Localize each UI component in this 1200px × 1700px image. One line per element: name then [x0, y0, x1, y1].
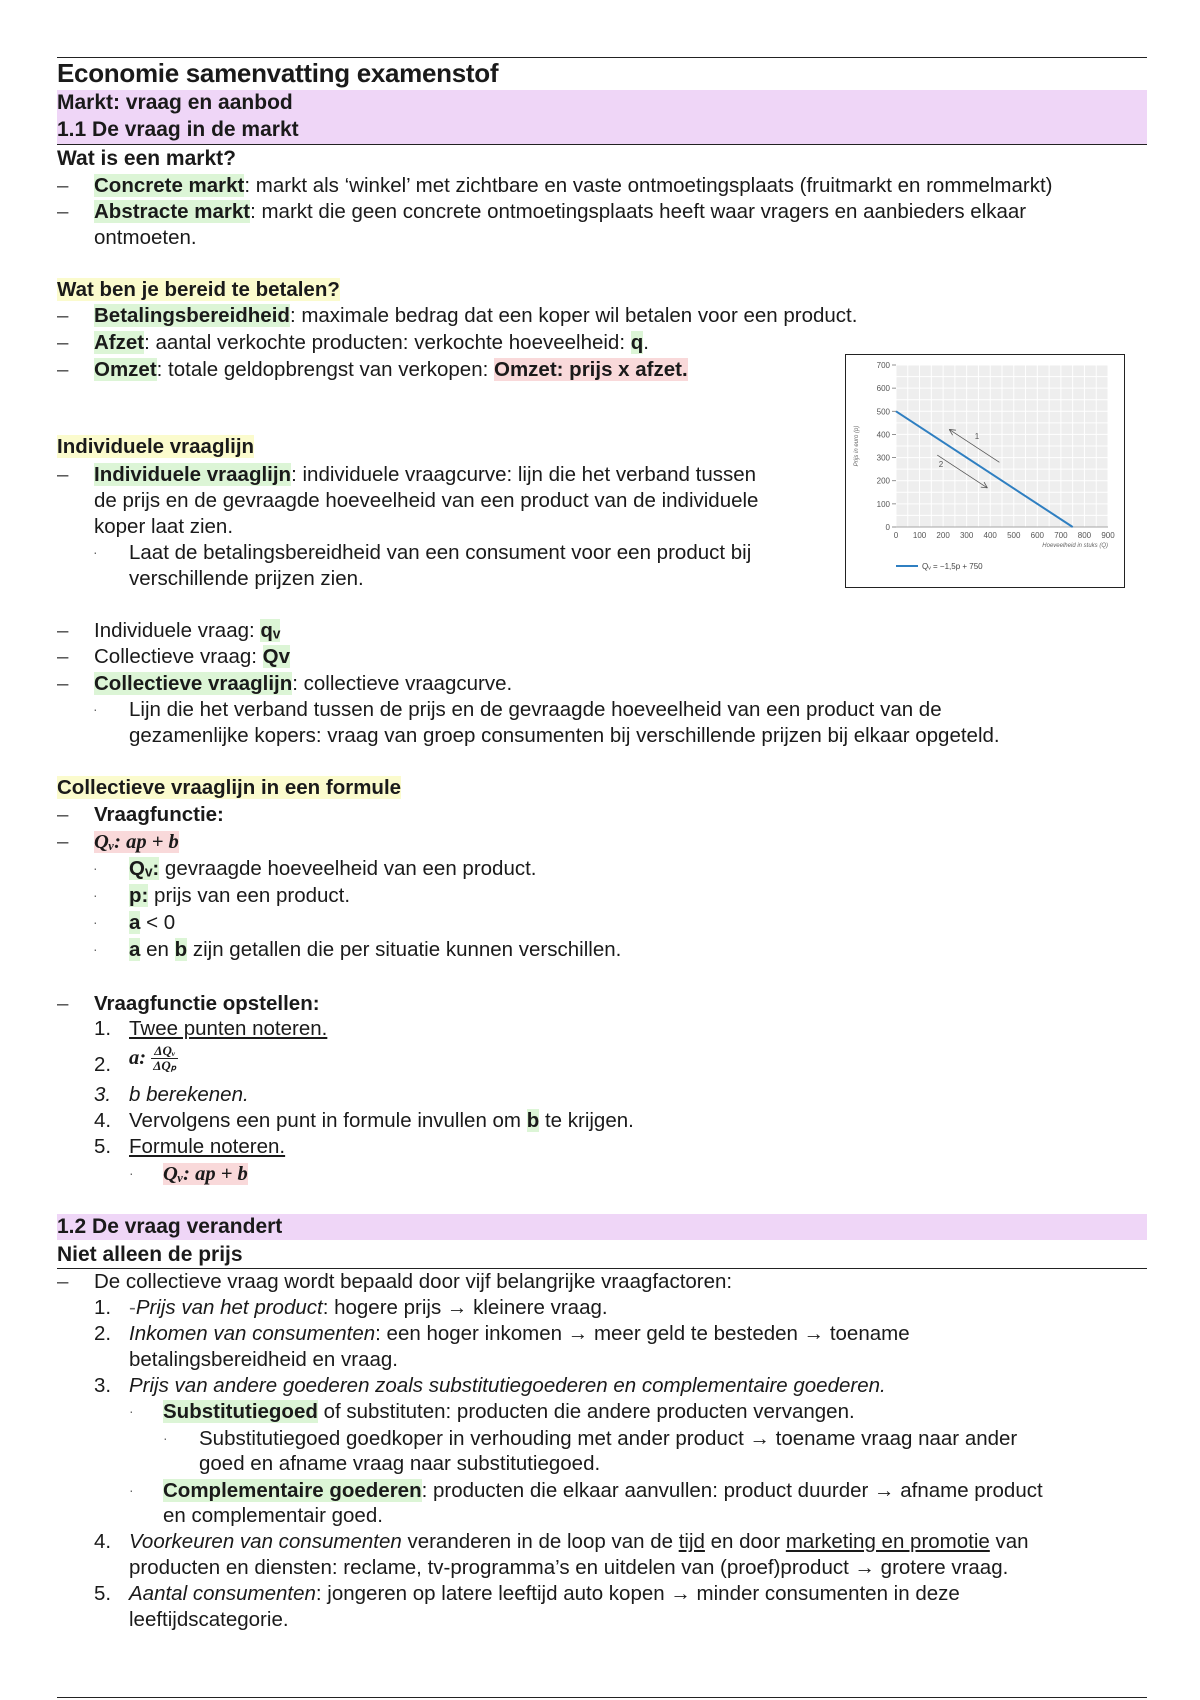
annotation-label-2: 2 [938, 459, 944, 469]
term: Complementaire goederen [163, 1479, 422, 1502]
term: b [174, 938, 188, 961]
text: : maximale bedrag dat een koper wil betalen voor een product. [289, 304, 858, 327]
x-tick-label: 300 [959, 531, 974, 540]
bottom-rule [57, 1697, 1147, 1698]
term: Abstracte markt [94, 200, 251, 223]
section-band-1-2 [57, 1214, 1147, 1240]
text: < 0 [140, 911, 176, 934]
text: gezamenlijke kopers: vraag van groep consumenten bij verschillende prijzen bij elkaar opgeteld. [129, 724, 1000, 747]
y-tick-label: 100 [876, 499, 890, 509]
x-tick-label: 900 [1101, 531, 1115, 540]
y-tick-label: 300 [876, 453, 890, 463]
term: Qᵥ: [129, 857, 160, 880]
heading-text: Individuele vraaglijn [57, 435, 255, 458]
text: gevraagde hoeveelheid van een product. [159, 857, 537, 880]
text: Vraagfunctie: [94, 803, 224, 826]
text: b berekenen. [129, 1083, 249, 1106]
x-tick-label: 0 [893, 531, 899, 540]
text: : markt als ‘winkel’ met zichtbare en vaste ontmoetingsplaats (fruitmarkt en rommelmarkt) [244, 174, 1053, 197]
step-number: 3. [94, 1083, 112, 1106]
text: Collectieve vraag: [94, 645, 263, 668]
text: : jongeren op latere leeftijd auto kopen → minder consumenten in deze [315, 1582, 960, 1605]
symbol: q [630, 331, 644, 354]
text: zijn getallen die per situatie kunnen verschillen. [187, 938, 622, 961]
text: Lijn die het verband tussen de prijs en de gevraagde hoeveelheid van een product van de [129, 698, 942, 721]
step-number: 5. [94, 1582, 112, 1605]
text: : een hoger inkomen → meer geld te besteden → toename [375, 1322, 910, 1345]
text: : aantal verkochte producten: verkochte hoeveelheid: [144, 331, 631, 354]
step-number: 2. [94, 1322, 112, 1345]
y-tick-label: 400 [876, 430, 890, 440]
text: : collectieve vraagcurve. [292, 672, 513, 695]
factor-name: Prijs van het product [135, 1296, 323, 1319]
heading-text: Wat ben je bereid te betalen? [57, 278, 340, 301]
factor-name: Voorkeuren van consumenten [129, 1530, 402, 1553]
x-tick-label: 600 [1030, 531, 1045, 540]
step-number: 1. [94, 1296, 112, 1319]
subheading-individuele-vraaglijn [57, 434, 1147, 459]
y-axis-label: Prijs in euro (p) [854, 425, 860, 467]
fraction-denominator: ΔQₚ [153, 1058, 177, 1073]
term: p: [129, 884, 149, 907]
term: a [129, 938, 141, 961]
text: tijd [678, 1530, 705, 1553]
page-title: Economie samenvatting examenstof [57, 58, 499, 88]
text: : totale geldopbrengst van verkopen: [156, 358, 494, 381]
section-heading: 1.1 De vraag in de markt [57, 118, 299, 141]
x-tick-label: 500 [1007, 531, 1021, 540]
step-number: 5. [94, 1135, 112, 1158]
x-tick-label: 800 [1077, 531, 1092, 540]
step-number: 3. [94, 1374, 112, 1397]
subheading-formule [57, 775, 1147, 800]
term: Afzet [94, 331, 145, 354]
annotation-label-1: 1 [974, 432, 980, 442]
demand-chart [845, 354, 1125, 588]
text: prijs van een product. [148, 884, 351, 907]
chapter-band [57, 90, 1147, 116]
text: . [643, 331, 649, 354]
step-number: 4. [94, 1109, 112, 1132]
text: marketing en promotie [785, 1530, 990, 1553]
chapter-heading: Markt: vraag en aanbod [57, 91, 293, 114]
text: veranderen in de loop van de [401, 1530, 679, 1553]
term: Individuele vraaglijn [94, 463, 292, 486]
text: Individuele vraag: [94, 619, 261, 642]
term: Betalingsbereidheid [94, 304, 290, 327]
factor-name: Prijs van andere goederen zoals substitutiegoederen en complementaire goederen. [129, 1374, 886, 1397]
fraction [151, 1044, 178, 1073]
step-number: 1. [94, 1017, 112, 1040]
text: Substitutiegoed goedkoper in verhouding met ander product → toename vraag naar ander [199, 1427, 1018, 1450]
y-tick-label: 200 [876, 476, 890, 486]
term: a [129, 911, 141, 934]
text: goed en afname vraag naar substitutiegoed. [199, 1452, 601, 1475]
demand-chart-svg [846, 355, 1124, 587]
term: Concrete markt [94, 174, 245, 197]
y-tick-label: 0 [885, 523, 890, 532]
subheading-niet-alleen: Niet alleen de prijs [57, 1241, 1147, 1269]
term: Substitutiegoed [163, 1400, 318, 1423]
subheading-markt: Wat is een markt? [57, 147, 236, 170]
term: b [526, 1109, 540, 1132]
section-band-1-1 [57, 116, 1147, 145]
text: leeftijdscategorie. [129, 1608, 289, 1631]
term: Collectieve vraaglijn [94, 672, 293, 695]
y-tick-label: 600 [876, 384, 890, 394]
text: producten en diensten: reclame, tv-programma’s en uitdelen van (proef)product → grotere vraag. [129, 1556, 1009, 1579]
text: verschillende prijzen zien. [129, 567, 364, 590]
text: : producten die elkaar aanvullen: product duurder → afname product [421, 1479, 1043, 1502]
text: betalingsbereidheid en vraag. [129, 1348, 398, 1371]
text: : individuele vraagcurve: lijn die het verband tussen [291, 463, 757, 486]
step-item [57, 1044, 1147, 1080]
text: koper laat zien. [94, 515, 234, 538]
text: : markt die geen concrete ontmoetingsplaats heeft waar vragers en aanbieders elkaar [250, 200, 1027, 223]
x-tick-label: 400 [983, 531, 997, 540]
x-tick-label: 100 [912, 531, 927, 540]
symbol: Qv [262, 645, 290, 668]
y-tick-label: 500 [876, 407, 890, 417]
text: en door [704, 1530, 786, 1553]
x-tick-label: 700 [1054, 531, 1068, 540]
formula: Qᵥ: ap + b [163, 1163, 248, 1185]
factor-name: Inkomen van consumenten [129, 1322, 376, 1345]
text: en [140, 938, 175, 961]
legend-label: Qᵥ = −1,5p + 750 [922, 562, 983, 571]
x-axis-label: Hoeveelheid in stuks (Q) [1042, 543, 1108, 549]
section-heading: 1.2 De vraag verandert [57, 1215, 283, 1238]
y-tick-label: 700 [876, 361, 890, 370]
formula: Qᵥ: ap + b [94, 831, 179, 853]
term: Omzet [94, 358, 157, 381]
text: De collectieve vraag wordt bepaald door vijf belangrijke vraagfactoren: [94, 1270, 733, 1293]
symbol: qᵥ [260, 619, 281, 642]
formula: a: [129, 1046, 152, 1069]
text: Twee punten noteren. [129, 1017, 328, 1040]
step-number: 2. [94, 1053, 112, 1076]
text: Formule noteren. [129, 1135, 286, 1158]
text: Vraagfunctie opstellen: [94, 992, 320, 1015]
heading-text: Collectieve vraaglijn in een formule [57, 776, 402, 799]
text: ontmoeten. [94, 226, 197, 249]
fraction-numerator: ΔQᵥ [151, 1044, 178, 1059]
text: de prijs en de gevraagde hoeveelheid van een product van de individuele [94, 489, 759, 512]
text: en complementair goed. [163, 1504, 383, 1527]
factor-name: Aantal consumenten [129, 1582, 316, 1605]
text: te krijgen. [539, 1109, 634, 1132]
text: of substituten: producten die andere producten vervangen. [317, 1400, 855, 1423]
step-number: 4. [94, 1530, 112, 1553]
text: : hogere prijs → kleinere vraag. [322, 1296, 608, 1319]
text: Vervolgens een punt in formule invullen om [129, 1109, 527, 1132]
formula: Omzet: prijs x afzet. [494, 358, 688, 381]
text: van [989, 1530, 1029, 1553]
x-tick-label: 200 [936, 531, 950, 540]
subheading-betalen [57, 277, 1147, 302]
text: Laat de betalingsbereidheid van een consument voor een product bij [129, 541, 752, 564]
